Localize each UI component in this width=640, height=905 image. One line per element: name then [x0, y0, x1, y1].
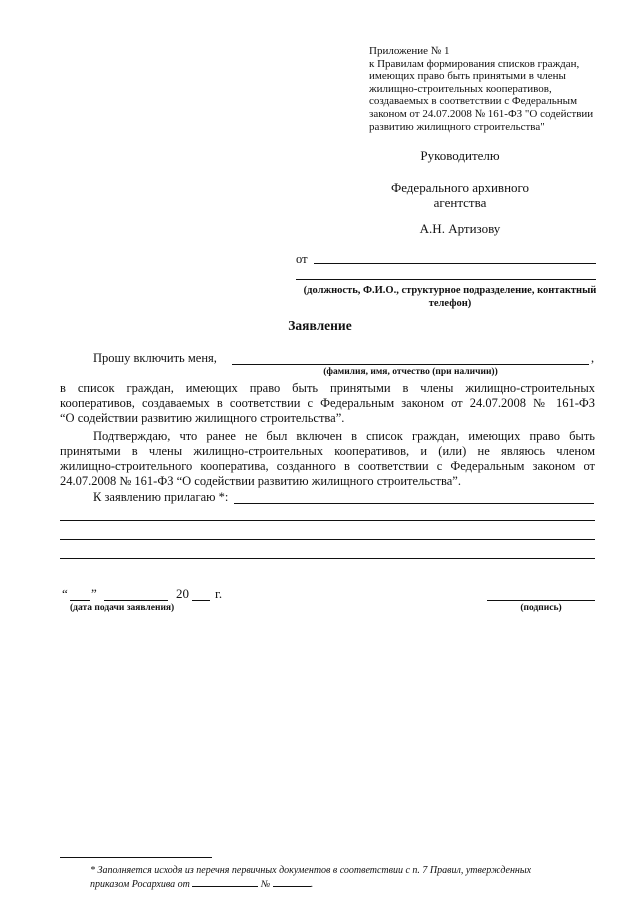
addressee-agency-line2: агентства: [433, 195, 487, 210]
appendix-line: развитию жилищного строительства": [369, 120, 545, 133]
footnote-number-sign: №: [260, 879, 271, 890]
paragraph-line: “О содействии развитию жилищного строительства”.: [60, 411, 345, 425]
footnote-date-field[interactable]: [192, 877, 258, 887]
attachments-field-line-1[interactable]: [234, 503, 594, 504]
paragraph-line: принятыми в члены жилищно-строительных кооперативов, и (или) не являюсь членом: [60, 444, 595, 458]
footnote: [90, 864, 590, 891]
paragraph-line: Подтверждаю, что ранее не был включен в список граждан, имеющих право быть: [93, 429, 595, 443]
appendix-line: законом от 24.07.2008 № 161-ФЗ "О содействии: [369, 107, 594, 120]
addressee-name: А.Н. Артизову: [419, 221, 501, 236]
date-month-field[interactable]: [104, 600, 168, 601]
signature-field[interactable]: [487, 600, 595, 601]
confirm-paragraph: [60, 429, 595, 489]
date-open-quote: “: [62, 586, 68, 601]
paragraph-line: в список граждан, имеющих право быть принятыми в члены жилищно-строительных: [60, 381, 595, 395]
request-comma: ,: [591, 351, 595, 365]
footnote-line2: [90, 877, 590, 891]
date-caption: (дата подачи заявления): [70, 603, 175, 613]
date-day-field[interactable]: [70, 600, 90, 601]
date-year-field[interactable]: [192, 600, 210, 601]
from-label: от: [296, 252, 308, 266]
appendix-line: к Правилам формирования списков граждан,: [369, 57, 580, 70]
from-field-caption: [300, 284, 600, 310]
attachments-label: К заявлению прилагаю *:: [93, 490, 229, 504]
addressee-agency-line1: Федерального архивного: [390, 180, 530, 195]
appendix-line: жилищно-строительных кооперативов,: [369, 82, 552, 95]
from-field-line-1[interactable]: [314, 263, 596, 264]
request-paragraph: [60, 381, 595, 426]
document-title: Заявление: [288, 318, 352, 333]
full-name-caption: (фамилия, имя, отчество (при наличии)): [323, 367, 498, 377]
appendix-line: создаваемых в соответствии с Федеральным: [369, 95, 578, 108]
appendix-line: Приложение № 1: [369, 45, 450, 57]
attachments-field-line-2[interactable]: [60, 520, 595, 521]
addressee-to: Руководителю: [420, 148, 500, 163]
footnote-order-label: приказом Росархива от: [90, 879, 190, 890]
paragraph-line: кооперативов, создаваемых в соответствии с Федеральным законом от 24.07.2008 № 161-ФЗ: [60, 396, 595, 410]
request-lead: Прошу включить меня,: [93, 351, 217, 365]
from-caption-line2: телефон): [428, 298, 472, 309]
date-year-suffix: г.: [215, 586, 223, 601]
footnote-number-field[interactable]: [273, 877, 311, 887]
paragraph-line: жилищно-строительного кооператива, созданного в соответствии с Федеральным законом от: [60, 459, 595, 473]
appendix-line: имеющих право быть принятыми в члены: [369, 70, 566, 83]
attachments-field-line-4[interactable]: [60, 558, 595, 559]
appendix-header: [369, 45, 609, 133]
signature-caption: (подпись): [520, 603, 562, 613]
footnote-period: .: [310, 879, 314, 890]
paragraph-line: 24.07.2008 № 161-ФЗ “О содействии развитию жилищного строительства”.: [60, 474, 461, 488]
full-name-field[interactable]: [232, 364, 589, 365]
footnote-separator: [60, 857, 212, 858]
date-close-quote: ”: [91, 586, 97, 601]
date-year-prefix: 20: [176, 586, 189, 601]
footnote-line1: * Заполняется исходя из перечня первичных документов в соответствии с п. 7 Правил, утвержденных: [90, 865, 532, 876]
attachments-field-line-3[interactable]: [60, 539, 595, 540]
from-field-line-2[interactable]: [296, 279, 596, 280]
from-caption-line1: (должность, Ф.И.О., структурное подразделение, контактный: [303, 285, 597, 296]
